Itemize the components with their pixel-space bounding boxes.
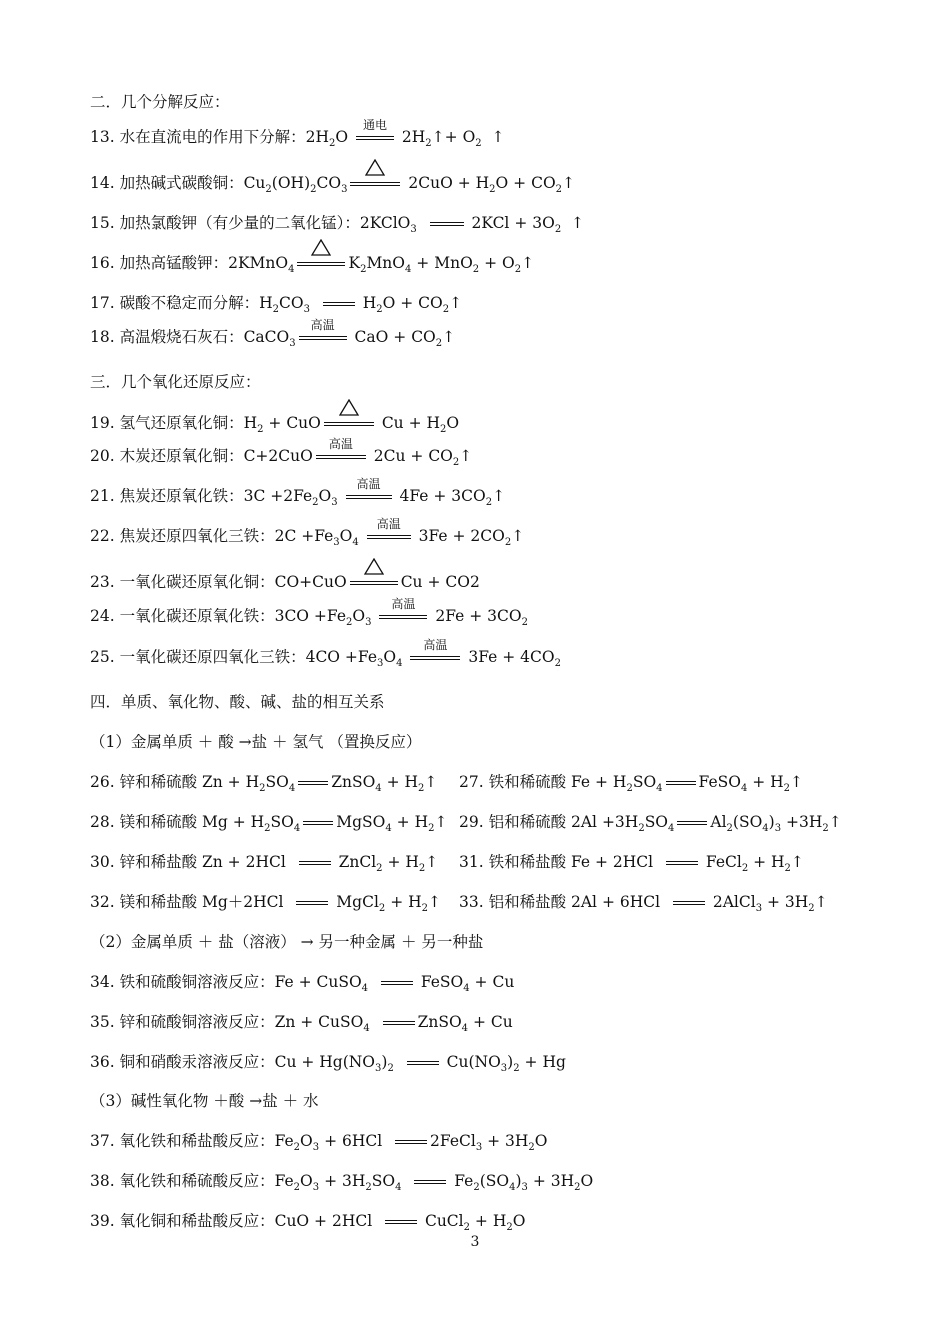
reaction-condition: 通电 — [356, 136, 394, 140]
equation-line: 28. 镁和稀硫酸 $Mg + H_2SO_4$ MgSO$_4$ + $H_2↑$ — [90, 813, 448, 834]
reaction-condition — [666, 861, 698, 865]
reaction-condition — [381, 981, 413, 985]
reaction-condition — [677, 821, 707, 825]
equation-line: 13. 水在直流电的作用下分解：$2H_2O$ 通电 $2H_2↑+ O_2$ ↑ — [90, 118, 505, 149]
equation-line: 22. 焦炭还原四氧化三铁：$2C +Fe_3O_4$ 高温 $3Fe + 2CO_2↑$ — [90, 517, 525, 548]
reaction-condition — [299, 861, 331, 865]
section-heading: （1）金属单质 ＋ 酸 →盐 ＋ 氢气 （置换反应） — [90, 733, 422, 751]
reaction-condition — [350, 581, 398, 585]
equation-line: 29. 铝和稀硫酸 $2Al +3H_2SO_4$ $Al_2(SO_4)_3$ $+3H_2↑$ — [459, 813, 842, 834]
section-heading: 三．几个氧化还原反应： — [90, 373, 261, 391]
equation-line: 14. 加热碱式碳酸铜：$Cu_2(OH)_2CO_3$ $2CuO + H_2O$ + $CO_2↑$ — [90, 173, 575, 193]
section-heading: （3）碱性氧化物 ＋酸 →盐 ＋ 水 — [90, 1092, 319, 1110]
section-heading: 四．单质、氧化物、酸、碱、盐的相互关系 — [90, 693, 385, 711]
reaction-condition: 高温 — [379, 615, 427, 619]
reaction-condition — [296, 901, 328, 905]
equation-line: 31. 铁和稀盐酸 Fe + 2HCl FeCl$_2$ + $H_2↑$ — [459, 853, 804, 874]
equation-line: 23. 一氧化碳还原氧化铜：CO+CuO Cu + CO2 — [90, 572, 480, 592]
equation-line: 36. 铜和硝酸汞溶液反应：$Cu + Hg(NO_3)_2$ $Cu(NO_3)_2 + Hg$ — [90, 1053, 566, 1074]
equation-line: 16. 加热高锰酸钾：2KMnO$_4$ $K_2MnO_4 + MnO_2$ + $O_2↑$ — [90, 253, 534, 273]
reaction-condition — [303, 821, 333, 825]
equation-line: 20. 木炭还原氧化铜：C+2CuO 高温 $2Cu + CO_2↑$ — [90, 437, 473, 468]
reaction-condition — [297, 262, 345, 266]
equation-line: 27. 铁和稀硫酸 $Fe + H_2SO_4$ FeSO$_4$ + $H_2↑$ — [459, 773, 804, 794]
equation-line: 19. 氢气还原氧化铜：$H_2$ + CuO $Cu + H_2O$ — [90, 413, 459, 433]
section-heading: （2）金属单质 ＋ 盐（溶液） → 另一种金属 ＋ 另一种盐 — [90, 933, 484, 951]
equation-line: 39. 氧化铜和稀盐酸反应：CuO + 2HCl CuCl$_2$ + $H_2O$ — [90, 1212, 526, 1233]
section-heading: 二．几个分解反应： — [90, 93, 230, 111]
equation-line: 18. 高温煅烧石灰石：CaCO$_3$ 高温 CaO + $CO_2↑$ — [90, 318, 456, 349]
equation-line: 33. 铝和稀盐酸 2Al + 6HCl 2AlCl$_3$ + $3H_2↑$ — [459, 893, 828, 914]
reaction-condition — [395, 1140, 427, 1144]
equation-line: 37. 氧化铁和稀盐酸反应：$Fe_2O_3 + 6HCl$ 2FeCl$_3$ + $3H_2O$ — [90, 1132, 548, 1153]
equation-line: 34. 铁和硫酸铜溶液反应：Fe + CuSO$_4$ FeSO$_4$ + Cu — [90, 973, 515, 994]
reaction-condition — [324, 422, 374, 426]
reaction-condition — [350, 182, 400, 186]
equation-line: 15. 加热氯酸钾（有少量的二氧化锰）：2KClO$_3$ $2KCl + 3O_2$ ↑ — [90, 214, 585, 235]
equation-line: 25. 一氧化碳还原四氧化三铁：$4CO +Fe_3O_4$ 高温 $3Fe + 4CO_2$ — [90, 638, 561, 669]
equation-line: 21. 焦炭还原氧化铁：$3C +2Fe_2O_3$ 高温 $4Fe + 3CO_2↑$ — [90, 477, 506, 508]
reaction-condition: 高温 — [316, 455, 366, 459]
reaction-condition: 高温 — [410, 656, 460, 660]
page-number: 3 — [470, 1234, 480, 1250]
reaction-condition — [414, 1180, 446, 1184]
equation-line: 26. 锌和稀硫酸 $Zn + H_2SO_4$ ZnSO$_4$ + $H_2↑$ — [90, 773, 438, 794]
reaction-condition — [666, 781, 696, 785]
reaction-condition — [385, 1220, 417, 1224]
equation-line: 24. 一氧化碳还原氧化铁：$3CO +Fe_2O_3$ 高温 $2Fe + 3CO_2$ — [90, 597, 528, 628]
equation-line: 32. 镁和稀盐酸 Mg＋2HCl MgCl$_2$ + $H_2↑$ — [90, 893, 442, 914]
reaction-condition: 高温 — [299, 336, 347, 340]
reaction-condition — [383, 1021, 415, 1025]
equation-line: 17. 碳酸不稳定而分解：$H_2CO_3$ $H_2O$ + $CO_2↑$ — [90, 294, 463, 315]
reaction-condition — [407, 1061, 439, 1065]
reaction-condition: 高温 — [346, 495, 392, 499]
reaction-condition — [298, 781, 328, 785]
reaction-condition — [430, 222, 464, 226]
reaction-condition: 高温 — [367, 535, 411, 539]
equation-line: 38. 氧化铁和稀硫酸反应：$Fe_2O_3 + 3H_2SO_4$ $Fe_2(SO_4)_3 + 3H_2O$ — [90, 1172, 594, 1193]
equation-line: 30. 锌和稀盐酸 Zn + 2HCl ZnCl$_2$ + $H_2↑$ — [90, 853, 439, 874]
reaction-condition — [673, 901, 705, 905]
equation-line: 35. 锌和硫酸铜溶液反应：Zn + CuSO$_4$ ZnSO$_4$ + Cu — [90, 1013, 513, 1034]
reaction-condition — [323, 302, 355, 306]
